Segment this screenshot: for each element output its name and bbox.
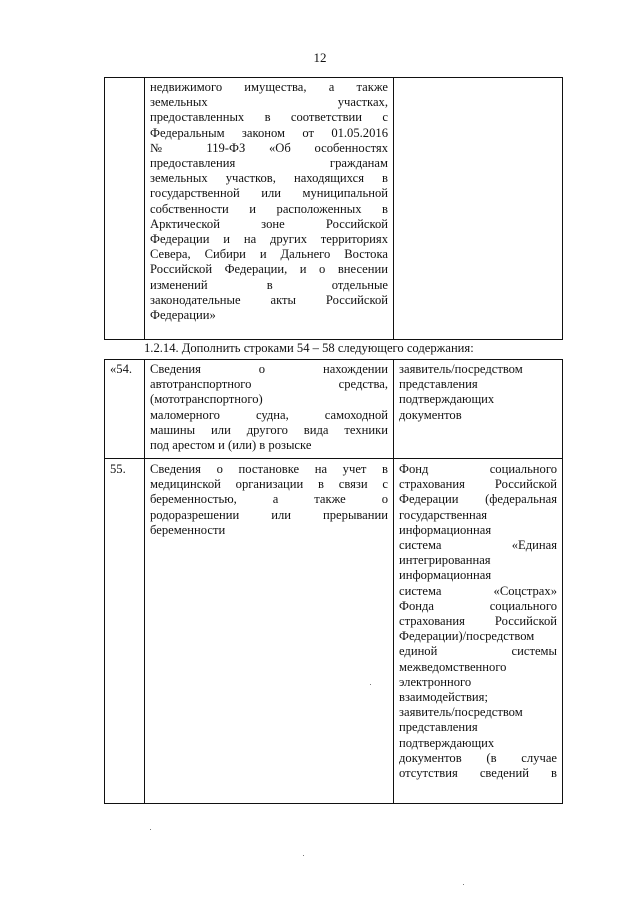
table1-right-border — [562, 77, 563, 340]
content-line: автотранспортного средства, — [150, 377, 388, 392]
source-line: документов — [399, 407, 462, 422]
content-line: маломерного судна, самоходной — [150, 407, 388, 422]
source-line: интегрированная — [399, 553, 491, 568]
amendment-intro-text: 1.2.14. Дополнить строками 54 – 58 следующего содержания: — [144, 341, 474, 355]
content-line: машины или другого вида техники — [150, 422, 388, 437]
table1-row-source — [394, 78, 562, 80]
scan-speck — [303, 855, 304, 856]
content-line: Сведения о постановке на учет в — [150, 462, 388, 476]
content-line: Федерации» — [150, 308, 216, 323]
source-line: система «Единая — [399, 538, 557, 553]
source-line: представления — [399, 720, 478, 735]
content-line: (мототранспортного) — [150, 392, 263, 407]
table1-row-number — [105, 78, 144, 80]
content-line: Сведения о нахождении — [150, 362, 388, 376]
row-number: 55. — [110, 462, 126, 476]
source-line: подтверждающих — [399, 735, 495, 750]
scan-speck — [370, 684, 371, 685]
source-line: страхования Российской — [399, 614, 557, 629]
table2-row-divider — [104, 458, 563, 459]
source-line: Фонд социального — [399, 462, 557, 476]
table2-right-border — [562, 359, 563, 804]
content-line: № 119-ФЗ «Об особенностях — [150, 140, 388, 155]
source-line: страхования Российской — [399, 477, 557, 492]
source-line: подтверждающих — [399, 392, 495, 407]
table1-bottom-border — [104, 339, 563, 340]
source-line: заявитель/посредством — [399, 705, 523, 720]
source-line: единой системы — [399, 644, 557, 659]
content-line: государственной или муниципальной — [150, 186, 388, 201]
row-number: «54. — [110, 362, 133, 376]
page-number: 12 — [313, 50, 327, 65]
source-line: отсутствия сведений в — [399, 766, 557, 781]
content-line: под арестом и (или) в розыске — [150, 438, 312, 453]
content-line: предоставления гражданам — [150, 156, 388, 171]
source-line: электронного — [399, 674, 472, 689]
content-line: Севера, Сибири и Дальнего Востока — [150, 247, 388, 262]
source-line: Федерации (федеральная — [399, 492, 557, 507]
content-line: земельных участках, — [150, 95, 388, 110]
source-line: Федерации)/посредством — [399, 629, 535, 644]
content-line: Федерации и на других территориях — [150, 232, 388, 247]
content-line: родоразрешении или прерывании — [150, 507, 388, 522]
content-line: земельных участков, находящихся в — [150, 171, 388, 186]
content-line: законодательные акты Российской — [150, 292, 388, 307]
table2-left-border — [104, 359, 105, 804]
row-source — [394, 360, 562, 423]
source-line: государственная — [399, 507, 488, 522]
row-content — [145, 460, 393, 538]
source-line: Фонда социального — [399, 598, 557, 613]
source-line: информационная — [399, 568, 492, 583]
content-line: недвижимого имущества, а также — [150, 80, 388, 94]
scan-speck — [463, 884, 464, 885]
content-line: предоставленных в соответствии с — [150, 110, 388, 125]
source-line: заявитель/посредством — [399, 362, 523, 376]
source-line: система «Соцстрах» — [399, 583, 557, 598]
source-line: представления — [399, 377, 478, 392]
table1-col-divider-2 — [393, 77, 394, 340]
scan-speck — [150, 829, 151, 830]
table1-left-border — [104, 77, 105, 340]
source-line: документов (в случае — [399, 750, 557, 765]
row-source — [394, 460, 562, 781]
row-content — [145, 360, 393, 453]
content-line: Арктической зоне Российской — [150, 216, 388, 231]
table1-row-content — [145, 78, 393, 323]
content-line: беременности — [150, 522, 226, 537]
content-line: беременностью, а также о — [150, 492, 388, 507]
source-line: информационная — [399, 522, 492, 537]
content-line: медицинской организации в связи с — [150, 477, 388, 492]
source-line: межведомственного — [399, 659, 507, 674]
content-line: Федеральным законом от 01.05.2016 — [150, 125, 388, 140]
source-line: взаимодействия; — [399, 690, 488, 705]
content-line: собственности и расположенных в — [150, 201, 388, 216]
content-line: изменений в отдельные — [150, 277, 388, 292]
content-line: Российской Федерации, и о внесении — [150, 262, 388, 277]
table2-bottom-border — [104, 803, 563, 804]
